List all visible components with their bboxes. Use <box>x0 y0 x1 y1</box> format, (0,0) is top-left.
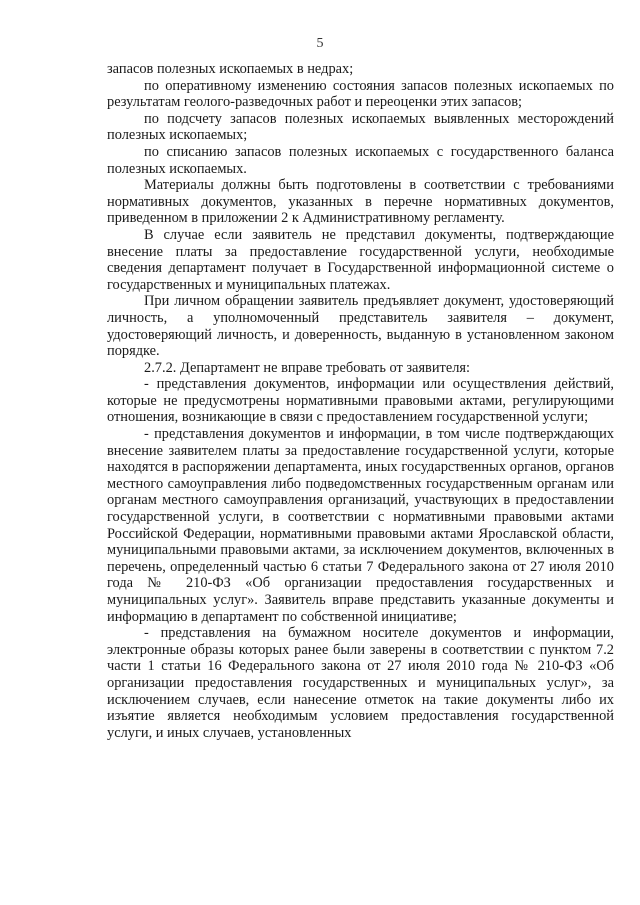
list-item: - представления на бумажном носителе документов и информации, электронные образы которых ранее были заверены в соответствии с пунктом 7.2 части 1 статьи 16 Федерального закона от 27 июля 2010 года № 210-ФЗ «Об организации предоставления государственных и муниципальных услуг», за исключением случаев, если нанесение отметок на такие документы либо их изъятие является необходимым условием предоставления государственной услуги, и иных случаев, установленных <box>107 625 614 741</box>
paragraph: Материалы должны быть подготовлены в соответствии с требованиями нормативных документов, указанных в перечне нормативных документов, приведенном в приложении 2 к Административному регламенту. <box>107 177 614 227</box>
paragraph: по списанию запасов полезных ископаемых с государственного баланса полезных ископаемых. <box>107 143 614 177</box>
paragraph: по оперативному изменению состояния запасов полезных ископаемых по результатам геолого-разведочных работ и переоценки этих запасов; <box>107 77 614 111</box>
paragraph: по подсчету запасов полезных ископаемых выявленных месторождений полезных ископаемых; <box>107 110 614 144</box>
list-item: - представления документов и информации, в том числе подтверждающих внесение заявителем платы за предоставление государственной услуги, которые находятся в распоряжении департамента, иных государственных органов, органов местного самоуправления либо подведомственных государственным органам или органам местного самоуправления организаций, участвующих в предоставлении государственной услуги, в соответствии с нормативными правовыми актами Российской Федерации, нормативными правовыми актами Ярославской области, муниципальными правовыми актами, за исключением документов, включенных в перечень, определенный частью 6 статьи 7 Федерального закона от 27 июля 2010 года № 210-ФЗ «Об организации предоставления государственных и муниципальных услуг». Заявитель вправе представить указанные документы и информацию в департамент по собственной инициативе; <box>107 426 614 625</box>
paragraph: запасов полезных ископаемых в недрах; <box>107 61 354 77</box>
paragraph: В случае если заявитель не представил документы, подтверждающие внесение платы за предоставление государственной услуги, необходимые сведения департамент получает в Государственной информационной системе о государственных и муниципальных платежах. <box>107 226 614 293</box>
document-body <box>107 61 614 741</box>
section-heading: 2.7.2. Департамент не вправе требовать от заявителя: <box>144 359 471 376</box>
page-number: 5 <box>316 36 324 51</box>
list-item: - представления документов, информации или осуществления действий, которые не предусмотрены нормативными правовыми актами, регулирующими отношения, возникающие в связи с предоставлением государственной услуги; <box>107 376 614 426</box>
paragraph: При личном обращении заявитель предъявляет документ, удостоверяющий личность, а уполномоченный представитель заявителя – документ, удостоверяющий личность, и доверенность, выданную в установленном законом порядке. <box>107 293 614 360</box>
